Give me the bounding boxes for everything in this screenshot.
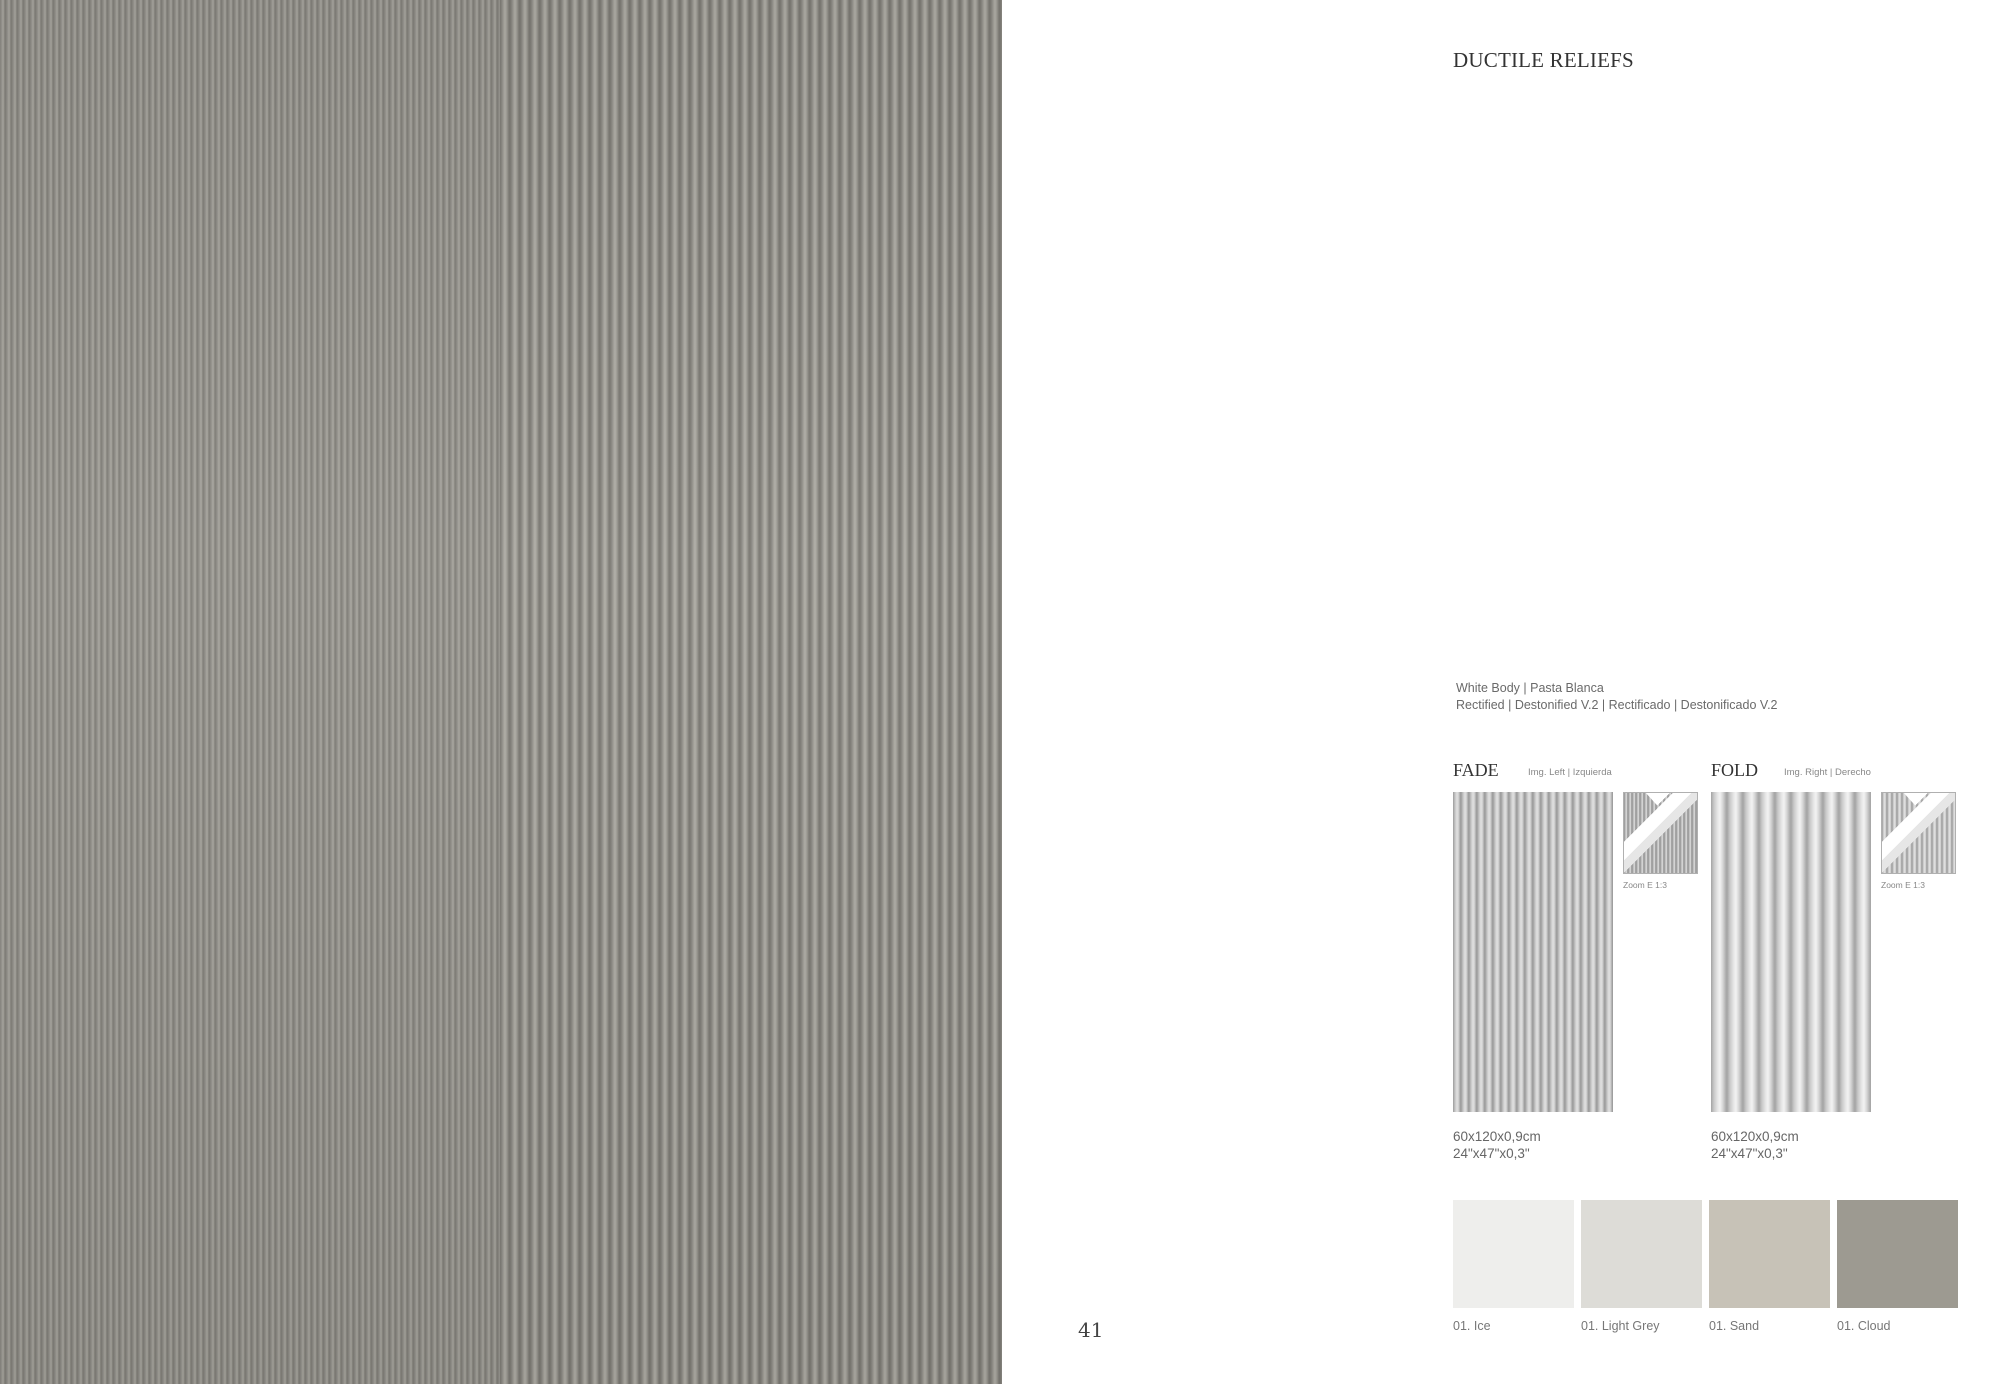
size-imperial: 24"x47"x0,3" (1453, 1146, 1530, 1161)
color-swatch-sand (1709, 1200, 1830, 1308)
zoom-scale-label: Zoom E 1:3 (1623, 880, 1667, 890)
size-metric: 60x120x0,9cm (1453, 1129, 1541, 1144)
product-fold (1711, 760, 1971, 1160)
specs-body-type: White Body | Pasta Blanca (1456, 681, 1604, 695)
page-number: 41 (1078, 1318, 1104, 1342)
color-label-cloud: 01. Cloud (1837, 1319, 1891, 1333)
product-fade (1453, 760, 1713, 1160)
fade-tile-photo (0, 0, 500, 1384)
color-label-sand: 01. Sand (1709, 1319, 1760, 1333)
color-swatch-cloud (1837, 1200, 1958, 1308)
specs-finish: Rectified | Destonified V.2 | Rectificado | Destonificado V.2 (1456, 698, 1778, 712)
tile-preview (1453, 792, 1613, 1112)
collection-title: DUCTILE RELIEFS (1453, 48, 1634, 72)
image-position-note: Img. Right | Derecho (1784, 767, 1871, 778)
color-label-ice: 01. Ice (1453, 1319, 1491, 1333)
tile-zoom-preview (1623, 792, 1698, 874)
color-swatch-ice (1453, 1200, 1574, 1308)
zoom-scale-label: Zoom E 1:3 (1881, 880, 1925, 890)
color-label-light-grey: 01. Light Grey (1581, 1319, 1660, 1333)
product-name: FADE (1453, 760, 1499, 780)
tile-preview (1711, 792, 1871, 1112)
image-position-note: Img. Left | Izquierda (1528, 767, 1612, 778)
tile-size (1711, 1128, 1799, 1162)
size-imperial: 24"x47"x0,3" (1711, 1146, 1788, 1161)
fold-tile-photo (500, 0, 1002, 1384)
technical-specs (1456, 680, 1778, 714)
tile-size (1453, 1128, 1541, 1162)
product-name: FOLD (1711, 760, 1759, 780)
color-swatch-light-grey (1581, 1200, 1702, 1308)
tile-zoom-preview (1881, 792, 1956, 874)
size-metric: 60x120x0,9cm (1711, 1129, 1799, 1144)
